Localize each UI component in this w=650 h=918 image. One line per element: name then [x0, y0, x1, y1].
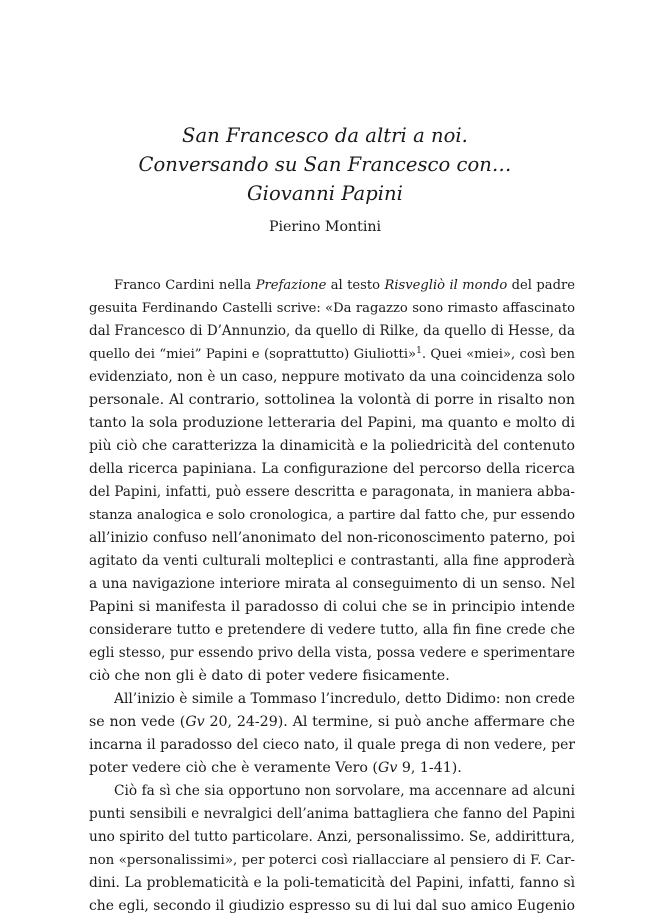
title-line-1: San Francesco da altri a noi. [182, 124, 468, 147]
text-line: All’inizio è simile a Tommaso l’incredulo, detto Didimo: non crede [114, 691, 575, 707]
italic-abbrev: Gv [185, 714, 205, 730]
text-line: considerare tutto e pretendere di vedere tutto, alla fin fine crede che [89, 622, 575, 638]
article-title [0, 121, 650, 208]
text-line: punti sensibili e nevralgici dell’anima battagliera che fanno del Papini [89, 806, 575, 822]
text-line: che egli, secondo il giudizio espresso su di lui dal suo amico Eugenio [89, 898, 575, 914]
text-line: egli stesso, pur essendo privo della vista, possa vedere e sperimentare [89, 645, 575, 661]
text-line: incarna il paradosso del cieco nato, il quale prega di non vedere, per [89, 737, 575, 753]
text-line: a una navigazione interiore mirata al conseguimento di un senso. Nel [89, 576, 575, 592]
text-line: quello dei “miei” Papini e (soprattutto) Giuliotti»$^1$. Quei «miei», così ben [89, 346, 575, 362]
italic-abbrev: Gv [377, 760, 398, 776]
text-line: poter vedere ciò che è veramente Vero (Gv 9, 1-41). [89, 760, 462, 776]
text-line: più ciò che caratterizza la dinamicità e la poliedricità del contenuto [89, 438, 575, 454]
text-line: stanza analogica e solo cronologica, a partire dal fatto che, pur essendo [89, 508, 575, 523]
text-line: personale. Al contrario, sottolinea la volontà di porre in risalto non [89, 392, 575, 408]
text-line: Ciò fa sì che sia opportuno non sorvolare, ma accennare ad alcuni [114, 783, 575, 799]
footnote-marker[interactable]: 1 [416, 346, 422, 356]
body-text [89, 274, 575, 918]
text-line: ciò che non gli è dato di poter vedere fisicamente. [89, 668, 450, 684]
text-line: Papini si manifesta il paradosso di colui che se in principio intende [89, 599, 575, 615]
italic-title: Risvegliò il mondo [384, 278, 508, 293]
text-line: agitato da venti culturali molteplici e contrastanti, alla fine approderà [89, 553, 575, 569]
italic-title: Prefazione [255, 278, 327, 293]
text-line: dal Francesco di D’Annunzio, da quello di Rilke, da quello di Hesse, da [89, 323, 575, 339]
text-line: Franco Cardini nella Prefazione al testo Risvegliò il mondo del padre [114, 278, 575, 293]
text-line: se non vede (Gv 20, 24-29). Al termine, si può anche affermare che [89, 714, 575, 730]
text-line: della ricerca papiniana. La configurazione del percorso della ricerca [89, 461, 575, 477]
text-line: non «personalissimi», per poterci così riallacciare al pensiero di F. Car- [89, 853, 575, 868]
text-line: dini. La problematicità e la poli-tematicità del Papini, infatti, fanno sì [89, 875, 575, 891]
author-name: Pierino Montini [268, 219, 382, 235]
text-line: tanto la sola produzione letteraria del Papini, ma quanto e molto di [89, 415, 575, 431]
text-line: gesuita Ferdinando Castelli scrive: «Da ragazzo sono rimasto affascinato [89, 301, 575, 316]
text-line: all’inizio confuso nell’anonimato del non-riconoscimento paterno, poi [89, 530, 575, 546]
text-line: uno spirito del tutto particolare. Anzi, personalissimo. Se, addirittura, [89, 829, 575, 845]
text-line: evidenziato, non è un caso, neppure motivato da una coincidenza solo [89, 369, 575, 385]
title-line-3: Giovanni Papini [247, 182, 403, 205]
title-line-2: Conversando su San Francesco con… [138, 153, 512, 176]
text-line: del Papini, infatti, può essere descritta e paragonata, in maniera abba- [89, 484, 575, 500]
